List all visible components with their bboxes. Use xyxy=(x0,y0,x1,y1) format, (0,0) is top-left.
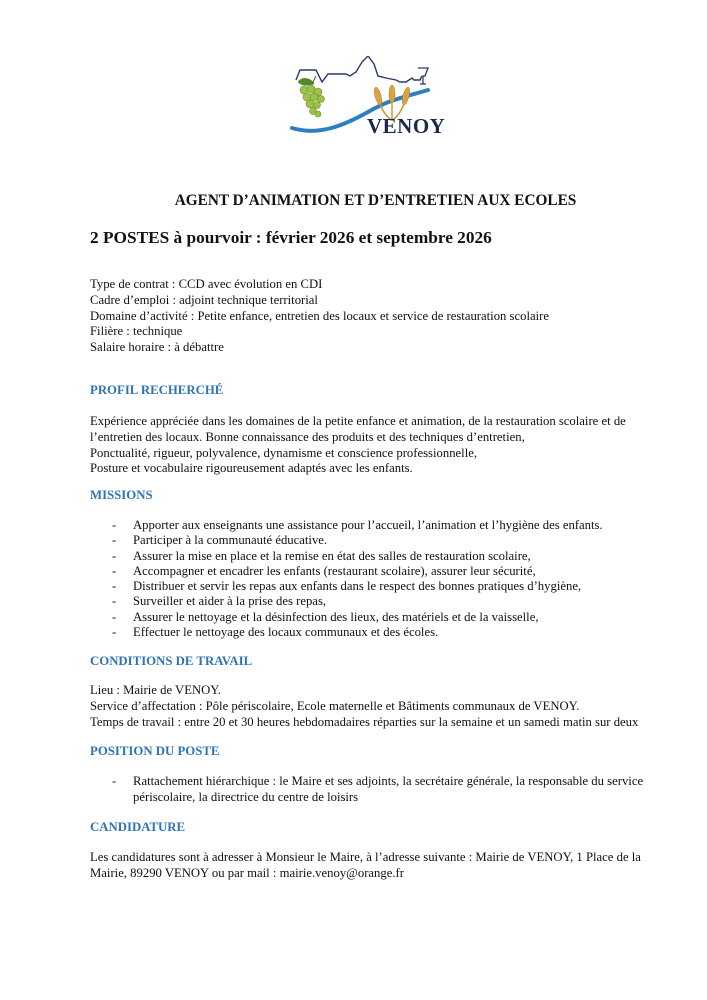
contract-info xyxy=(90,277,660,356)
mission-text: Assurer le nettoyage et la désinfection des lieux, des matériels et de la vaisselle, xyxy=(133,609,539,624)
mission-item xyxy=(90,564,670,579)
positions-subtitle: 2 POSTES à pourvoir : février 2026 et septembre 2026 xyxy=(90,228,492,247)
working-hours: Temps de travail : entre 20 et 30 heures hebdomadaires réparties sur la semaine et un samedi matin sur deux xyxy=(90,714,639,729)
bullet-dash: - xyxy=(112,609,117,624)
mission-text: Distribuer et servir les repas aux enfants dans le respect des bonnes pratiques d’hygiène, xyxy=(133,579,582,594)
mission-item xyxy=(90,625,670,640)
profile-line: Posture et vocabulaire rigoureusement adaptés avec les enfants. xyxy=(90,461,413,476)
reporting-line-item xyxy=(90,774,670,806)
profile-line: Expérience appréciée dans les domaines de la petite enfance et animation, de la restauration scolaire et de xyxy=(90,414,626,428)
bullet-dash: - xyxy=(112,518,117,532)
bullet-dash: - xyxy=(112,533,117,548)
application-contact-line xyxy=(90,866,660,882)
application-instructions xyxy=(90,850,660,882)
work-location: Lieu : Mairie de VENOY. xyxy=(90,683,221,697)
conditions-heading: CONDITIONS DE TRAVAIL xyxy=(90,654,253,668)
bullet-dash: - xyxy=(112,563,117,578)
activity-domain: Domaine d’activité : Petite enfance, entretien des locaux et service de restauration scolaire xyxy=(90,308,550,323)
mission-text: Participer à la communauté éducative. xyxy=(133,533,328,548)
employment-frame: Cadre d’emploi : adjoint technique territorial xyxy=(90,292,318,307)
contact-email-link[interactable]: mairie.venoy@orange.fr xyxy=(279,865,404,880)
venoy-logo xyxy=(288,56,446,140)
contract-type: Type de contrat : CCD avec évolution en CDI xyxy=(90,277,323,291)
hourly-salary: Salaire horaire : à débattre xyxy=(90,340,224,355)
reporting-line-text-1: Rattachement hiérarchique : le Maire et ses adjoints, la secrétaire générale, la responsable du service xyxy=(133,774,644,788)
mission-text: Surveiller et aider à la prise des repas, xyxy=(133,594,327,609)
mission-text: Apporter aux enseignants une assistance pour l’accueil, l’animation et l’hygiène des enfants. xyxy=(133,518,603,532)
mission-text: Assurer la mise en place et la remise en état des salles de restauration scolaire, xyxy=(133,548,531,563)
profile-line: l’entretien des locaux. Bonne connaissance des produits et des techniques d’entretien, xyxy=(90,429,525,444)
job-sector: Filière : technique xyxy=(90,324,183,339)
position-list xyxy=(90,774,670,806)
mission-item xyxy=(90,518,670,533)
missions-list xyxy=(90,518,670,640)
application-heading: CANDIDATURE xyxy=(90,820,186,834)
conditions-details xyxy=(90,683,660,730)
profile-line: Ponctualité, rigueur, polyvalence, dynamisme et conscience professionnelle, xyxy=(90,445,478,460)
profile-heading: PROFIL RECHERCHÉ xyxy=(90,383,224,397)
bullet-dash: - xyxy=(112,579,117,594)
missions-heading: MISSIONS xyxy=(90,488,153,502)
mission-text: Effectuer le nettoyage des locaux communaux et des écoles. xyxy=(133,625,439,640)
bullet-dash: - xyxy=(112,594,117,609)
position-heading: POSITION DU POSTE xyxy=(90,744,220,758)
mission-item xyxy=(90,533,670,548)
assignment-service: Service d’affectation : Pôle périscolaire, Ecole maternelle et Bâtiments communaux de VENOY. xyxy=(90,698,580,713)
mission-item xyxy=(90,610,670,625)
job-title: AGENT D’ANIMATION ET D’ENTRETIEN AUX ECOLES xyxy=(174,192,577,209)
mission-item xyxy=(90,594,670,609)
application-address-line: Les candidatures sont à adresser à Monsieur le Maire, à l’adresse suivante : Mairie de VENOY, 1 Place de la xyxy=(90,850,641,864)
bullet-dash: - xyxy=(112,774,117,788)
mission-item xyxy=(90,579,670,594)
bullet-dash: - xyxy=(112,548,117,563)
logo-wordmark: VENOY xyxy=(367,114,446,138)
mission-text: Accompagner et encadrer les enfants (restaurant scolaire), assurer leur sécurité, xyxy=(133,563,536,578)
mission-item xyxy=(90,549,670,564)
profile-description xyxy=(90,414,660,477)
contact-prefix: Mairie, 89290 VENOY ou par mail : xyxy=(90,865,280,880)
bullet-dash: - xyxy=(112,625,117,640)
reporting-line-text-2: périscolaire, la directrice du centre de loisirs xyxy=(133,789,359,804)
